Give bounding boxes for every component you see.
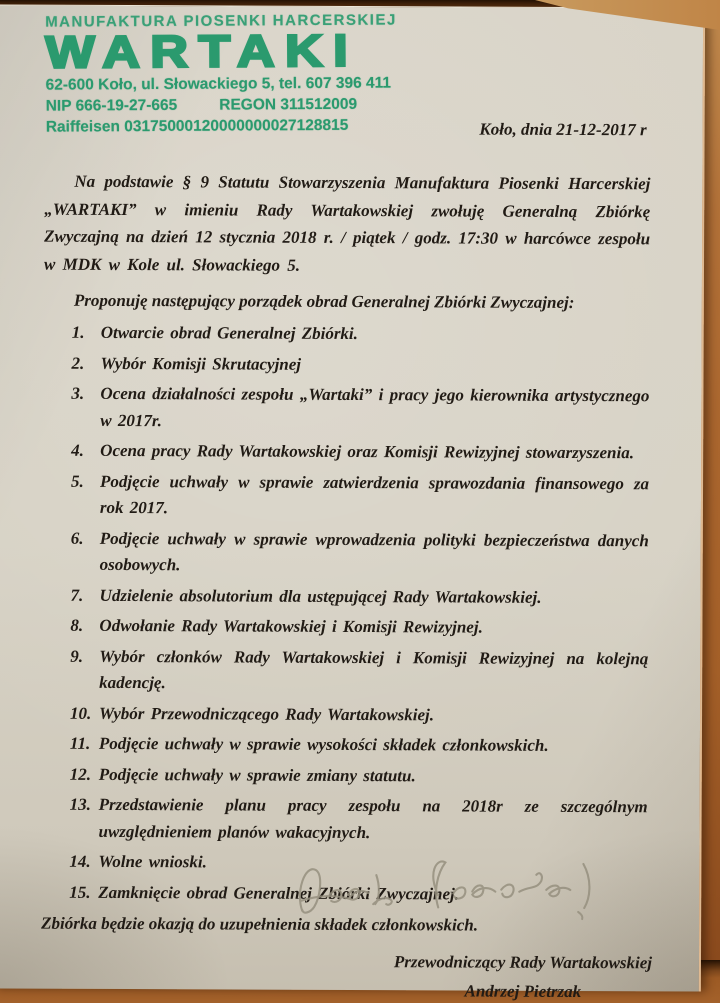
item-number: 7. — [70, 585, 84, 605]
regon-number: REGON 311512009 — [219, 95, 358, 114]
item-number: 5. — [71, 471, 84, 491]
item-text: Ocena pracy Rady Wartakowskiej oraz Komisji Rewizyjnej stowarzyszenia. — [100, 440, 635, 463]
nip-number: NIP 666-19-27-665 — [45, 96, 178, 115]
agenda-item — [43, 381, 649, 437]
closing-note: Zbiórka będzie okazją do uzupełnienia składek członkowskich. — [41, 913, 479, 935]
item-text: Udzielenie absolutorium dla ustępującej Rady Wartakowskiej. — [99, 585, 542, 607]
item-number: 2. — [71, 353, 85, 373]
item-number: 15. — [69, 882, 91, 902]
agenda-item — [44, 350, 650, 379]
item-number: 3. — [71, 383, 85, 403]
agenda-item — [44, 320, 650, 349]
item-text: Wybór Przewodniczącego Rady Wartakowskiej. — [99, 703, 435, 724]
item-text: Przedstawienie planu pracy zespołu na 2018r ze szczególnym uwzględnieniem planów wakacyjnych. — [98, 794, 648, 842]
item-number: 8. — [70, 615, 84, 635]
item-text: Wybór członków Rady Wartakowskiej i Komisji Rewizyjnej na kolejną kadencję. — [99, 646, 649, 693]
item-text: Otwarcie obrad Generalnej Zbiórki. — [100, 322, 358, 344]
wartaki-logo: WARTAKI — [45, 24, 359, 78]
item-text: Podjęcie uchwały w sprawie wprowadzenia polityki bezpieczeństwa danych osobowych. — [99, 528, 649, 575]
agenda-item — [43, 525, 649, 581]
item-number: 12. — [69, 764, 92, 784]
item-text: Wybór Komisji Skrutacyjnej — [100, 353, 302, 374]
agenda-item — [42, 643, 648, 699]
agenda-item — [42, 731, 648, 760]
item-number: 13. — [69, 794, 91, 814]
item-number: 1. — [71, 322, 85, 342]
item-text: Podjęcie uchwały w sprawie zatwierdzenia sprawozdania finansowego za rok 2017. — [99, 471, 650, 518]
item-number: 10. — [70, 703, 92, 723]
letterhead-stamp — [45, 10, 652, 138]
item-number: 11. — [69, 733, 91, 753]
item-text: Odwołanie Rady Wartakowskiej i Komisji Rewizyjnej. — [99, 615, 483, 637]
item-text: Podjęcie uchwały w sprawie wysokości składek członkowskich. — [98, 733, 549, 755]
agenda-item — [42, 613, 648, 642]
item-number: 4. — [71, 440, 84, 460]
agenda-item — [43, 468, 649, 524]
agenda-item — [43, 438, 649, 467]
agenda-item — [42, 761, 648, 790]
item-text: Ocena działalności zespołu „Wartaki” i pracy jego kierownika artystycznego w 2017r. — [100, 383, 650, 430]
bank-account-line: Raiffeisen 03175000120000000027128815 — [45, 116, 349, 136]
item-number: 14. — [69, 851, 91, 871]
signatory-name: Andrzej Pietrzak — [464, 981, 582, 1002]
organization-line: MANUFAKTURA PIOSENKI HARCERSKIEJ — [45, 11, 397, 31]
item-number: 9. — [70, 646, 84, 666]
agenda-list — [41, 320, 650, 909]
item-text: Zamknięcie obrad Generalnej Zbiórki Zwyczajnej. — [98, 882, 460, 903]
document-page — [0, 4, 705, 1002]
item-number: 6. — [70, 528, 84, 548]
signature-role: Przewodniczący Rady Wartakowskiej — [393, 952, 653, 973]
item-text: Podjęcie uchwały w sprawie zmiany statutu. — [98, 764, 416, 785]
agenda-heading: Proponuję następujący porządek obrad Generalnej Zbiórki Zwyczajnej: — [73, 290, 575, 312]
item-text: Wolne wnioski. — [98, 851, 207, 872]
agenda-item — [41, 792, 647, 848]
agenda-item — [43, 582, 649, 611]
place-and-date: Koło, dnia 21-12-2017 r — [479, 119, 647, 140]
address-line: 62-600 Koło, ul. Słowackiego 5, tel. 607 396 411 — [45, 74, 392, 94]
agenda-item — [42, 700, 648, 729]
handwritten-signature — [288, 849, 618, 935]
convocation-paragraph: Na podstawie § 9 Statutu Stowarzyszenia Manufaktura Piosenki Harcerskiej „WARTAKI” w imieniu Rady Wartakowskiej zwołuję Generalną Zbiórkę Zwyczajną na dzień 12 stycznia 2018 r. / piątek / godz. 17:30 w harcówce zespołu w MDK w Kole ul. Słowackiego 5. — [43, 171, 651, 275]
